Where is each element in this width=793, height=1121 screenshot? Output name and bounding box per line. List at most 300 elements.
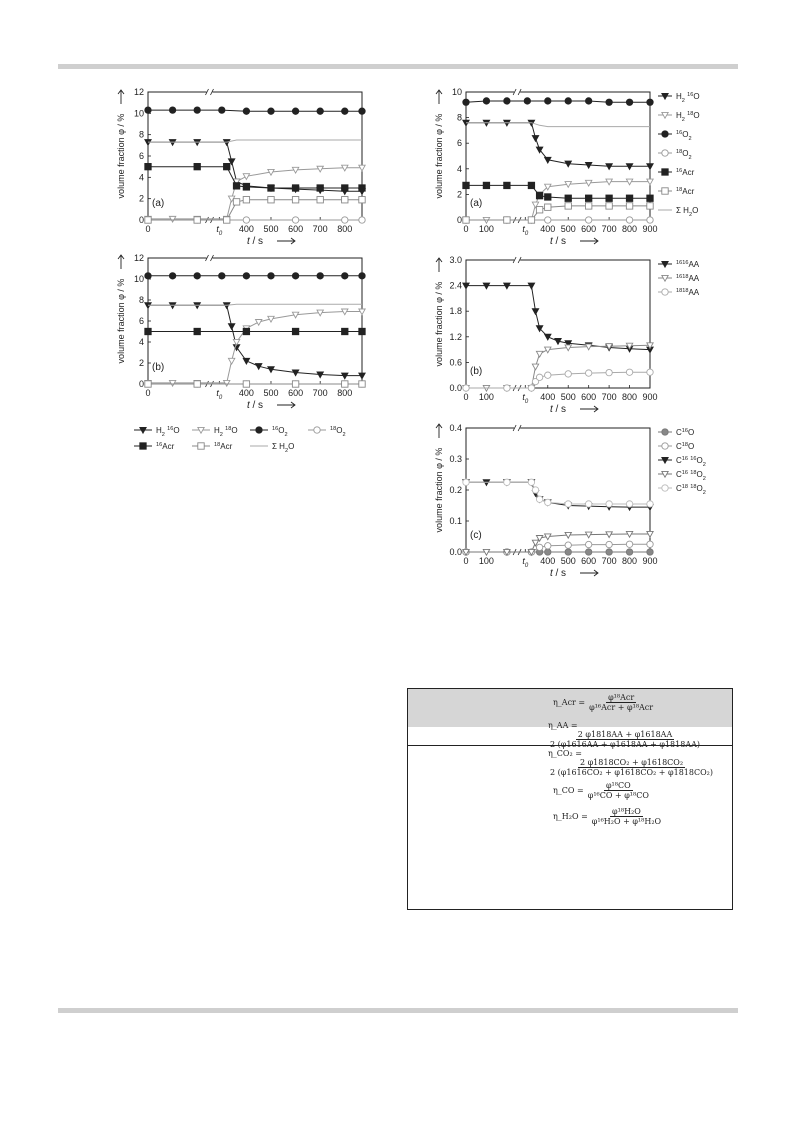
data-point xyxy=(359,273,365,279)
data-point xyxy=(585,501,591,507)
data-point xyxy=(536,351,542,357)
data-point xyxy=(342,185,348,191)
x-tick-label: 600 xyxy=(581,392,597,402)
data-point xyxy=(233,183,239,189)
x-tick-label: 500 xyxy=(560,392,576,402)
legend-label: $^{1616}$AA xyxy=(676,260,700,269)
data-point xyxy=(536,192,542,198)
legend-label: $^{18}O_2$ xyxy=(676,149,692,161)
y-tick-label: 6 xyxy=(138,151,144,161)
x-tick-label-t0: $t_0$ xyxy=(522,224,529,237)
data-point xyxy=(545,98,551,104)
data-point xyxy=(219,273,225,279)
legend-label: Σ $H_2O$ xyxy=(676,206,699,218)
x-tick-label: 600 xyxy=(581,556,597,566)
y-tick-label: 0.0 xyxy=(449,547,462,557)
panel-label: (b) xyxy=(470,366,483,377)
series-line-1 xyxy=(148,168,362,219)
data-point xyxy=(342,273,348,279)
x-axis-label: t / s xyxy=(549,568,567,579)
data-point xyxy=(228,324,234,330)
equation-fraction xyxy=(590,807,663,826)
legend-marker xyxy=(662,188,668,194)
equation-numerator: 2 φ1818AA + φ1618AA xyxy=(577,730,673,739)
legend-marker xyxy=(662,131,668,137)
plot-frame xyxy=(466,92,650,220)
data-point xyxy=(536,496,542,502)
series-line-3 xyxy=(466,534,650,552)
data-point xyxy=(565,549,571,555)
data-point xyxy=(292,185,298,191)
data-point xyxy=(342,328,348,334)
series-line-6 xyxy=(148,140,362,142)
x-tick-label-t0: $t_0$ xyxy=(216,388,223,401)
series-line-4 xyxy=(148,167,362,188)
legend-label: $H_2$ $^{18}$O xyxy=(676,111,700,123)
legend-marker xyxy=(662,289,668,295)
x-axis-arrow xyxy=(277,238,295,244)
data-point xyxy=(268,108,274,114)
data-point xyxy=(243,217,249,223)
chart-right-c xyxy=(420,418,740,588)
data-point xyxy=(565,98,571,104)
equation-denominator: φ¹⁶CO + φ¹⁸CO xyxy=(587,791,649,800)
series-line-6 xyxy=(148,304,362,305)
data-point xyxy=(626,203,632,209)
y-tick-label: 10 xyxy=(133,274,144,284)
legend-label: $^{1818}$AA xyxy=(676,288,700,297)
data-point xyxy=(145,381,151,387)
data-point xyxy=(647,549,653,555)
legend-label: $^{16}$Acr xyxy=(676,168,695,177)
data-point xyxy=(647,195,653,201)
legend-label: $C^{16}$ $^{18}O_2$ xyxy=(676,470,706,482)
equation-denominator: φ¹⁶H₂O + φ¹⁸H₂O xyxy=(591,817,662,826)
data-point xyxy=(647,541,653,547)
data-point xyxy=(194,273,200,279)
data-point xyxy=(359,381,365,387)
y-axis-label: volume fraction φ / % xyxy=(434,281,444,367)
data-point xyxy=(504,98,510,104)
data-point xyxy=(463,217,469,223)
legend-label: $^{18}$Acr xyxy=(676,187,695,196)
y-tick-label: 1.8 xyxy=(449,306,462,317)
x-tick-label: 700 xyxy=(601,556,617,566)
data-point xyxy=(359,185,365,191)
data-point xyxy=(545,334,551,340)
y-tick-label: 4 xyxy=(456,163,462,174)
equation-3 xyxy=(553,781,651,800)
data-point xyxy=(545,204,551,210)
series-line-2 xyxy=(466,101,650,102)
x-axis-arrow xyxy=(580,406,598,412)
chart-right-a xyxy=(420,80,740,255)
legend-label: $^{18}O_2$ xyxy=(330,426,346,438)
data-point xyxy=(145,217,151,223)
data-point xyxy=(268,185,274,191)
data-point xyxy=(292,381,298,387)
equation-lhs: η_AA = xyxy=(548,721,578,730)
data-point xyxy=(219,107,225,113)
y-tick-label: 1.2 xyxy=(449,331,462,342)
data-point xyxy=(145,107,151,113)
legend-label: $^{1618}$AA xyxy=(676,274,700,283)
data-point xyxy=(606,99,612,105)
data-point xyxy=(647,203,653,209)
data-point xyxy=(359,108,365,114)
data-point xyxy=(359,197,365,203)
y-axis-label: volume fraction φ / % xyxy=(116,113,126,199)
equation-lhs: η_Acr = xyxy=(553,697,586,707)
data-point xyxy=(536,544,542,550)
data-point xyxy=(626,541,632,547)
y-axis-arrow xyxy=(436,424,442,438)
x-tick-label: 600 xyxy=(288,388,304,398)
legend-label: $C^{18}$ $^{18}O_2$ xyxy=(676,484,706,496)
data-point xyxy=(585,203,591,209)
data-point xyxy=(292,108,298,114)
legend-marker xyxy=(662,169,668,175)
x-tick-label: 500 xyxy=(560,556,576,566)
y-tick-label: 8 xyxy=(138,295,144,305)
y-tick-label: 2.4 xyxy=(449,280,462,291)
data-point xyxy=(342,381,348,387)
data-point xyxy=(536,207,542,213)
data-point xyxy=(228,358,234,364)
data-point xyxy=(243,381,249,387)
y-tick-label: 10 xyxy=(451,87,462,97)
data-point xyxy=(565,371,571,377)
data-point xyxy=(243,197,249,203)
equation-1 xyxy=(548,721,732,749)
data-point xyxy=(647,501,653,507)
data-point xyxy=(532,309,538,315)
data-point xyxy=(606,203,612,209)
data-point xyxy=(292,273,298,279)
data-point xyxy=(169,107,175,113)
equation-numerator: φ¹⁸Acr xyxy=(608,693,635,702)
x-tick-label: 100 xyxy=(478,392,494,402)
data-point xyxy=(524,98,530,104)
data-point xyxy=(243,108,249,114)
data-point xyxy=(647,217,653,223)
data-point xyxy=(243,358,249,364)
data-point xyxy=(528,385,534,391)
data-point xyxy=(565,501,571,507)
x-tick-label-t0: $t_0$ xyxy=(522,556,529,569)
series-line-4 xyxy=(466,482,650,504)
data-point xyxy=(224,217,230,223)
data-point xyxy=(145,273,151,279)
equation-lhs: η_CO₂ = xyxy=(548,749,582,758)
x-tick-label: 0 xyxy=(463,224,469,234)
data-point xyxy=(359,217,365,223)
plot-frame xyxy=(466,260,650,388)
x-tick-label: 800 xyxy=(622,556,638,566)
legend-marker xyxy=(662,443,668,449)
x-tick-label: 900 xyxy=(642,224,658,234)
y-tick-label: 2 xyxy=(138,358,144,368)
data-point xyxy=(504,217,510,223)
panel-label: (c) xyxy=(470,530,482,541)
y-axis-label: volume fraction φ / % xyxy=(434,447,444,533)
top-rule xyxy=(58,64,738,69)
x-tick-label: 700 xyxy=(312,388,328,398)
series-line-1 xyxy=(466,544,650,552)
data-point xyxy=(585,370,591,376)
data-point xyxy=(342,197,348,203)
y-axis-label: volume fraction φ / % xyxy=(116,278,126,364)
data-point xyxy=(359,328,365,334)
series-line-0 xyxy=(466,123,650,167)
data-point xyxy=(233,199,239,205)
y-tick-label: 0.2 xyxy=(449,485,462,495)
data-point xyxy=(606,549,612,555)
data-point xyxy=(606,541,612,547)
panel-label: (a) xyxy=(152,198,165,209)
y-tick-label: 0.6 xyxy=(449,357,462,368)
x-tick-label: 400 xyxy=(238,388,254,398)
series-line-6 xyxy=(466,123,650,127)
y-tick-label: 0 xyxy=(456,215,462,225)
x-tick-label: 400 xyxy=(238,224,254,234)
x-tick-label: 900 xyxy=(642,392,658,402)
legend-left xyxy=(130,420,370,460)
x-tick-label: 700 xyxy=(312,224,328,234)
y-tick-label: 12 xyxy=(133,87,144,97)
x-tick-label: 700 xyxy=(601,392,617,402)
data-point xyxy=(504,385,510,391)
data-point xyxy=(545,543,551,549)
legend-label: $H_2$ $^{16}$O xyxy=(156,426,180,438)
panel-label: (b) xyxy=(152,362,165,373)
x-axis-label: t / s xyxy=(246,400,264,411)
data-point xyxy=(626,549,632,555)
y-axis-arrow xyxy=(436,258,442,272)
equation-fraction xyxy=(548,730,702,749)
data-point xyxy=(532,364,538,370)
y-tick-label: 0.0 xyxy=(449,383,462,393)
data-point xyxy=(463,99,469,105)
data-point xyxy=(243,328,249,334)
equation-lhs: η_CO = xyxy=(553,785,584,795)
legend-marker xyxy=(314,427,320,433)
data-point xyxy=(463,385,469,391)
y-tick-label: 0.3 xyxy=(449,454,462,464)
data-point xyxy=(626,217,632,223)
x-tick-label: 500 xyxy=(560,224,576,234)
y-tick-label: 4 xyxy=(138,337,144,347)
data-point xyxy=(606,195,612,201)
data-point xyxy=(647,369,653,375)
x-tick-label: 500 xyxy=(263,224,279,234)
legend-label: $^{16}O_2$ xyxy=(272,426,288,438)
data-point xyxy=(268,197,274,203)
data-point xyxy=(145,328,151,334)
data-point xyxy=(463,479,469,485)
legend-label: $H_2$ $^{18}$O xyxy=(214,426,238,438)
bottom-rule xyxy=(58,1008,738,1013)
y-tick-label: 2 xyxy=(456,189,462,200)
data-point xyxy=(194,107,200,113)
data-point xyxy=(626,195,632,201)
x-tick-label: 100 xyxy=(478,224,494,234)
x-axis-label: t / s xyxy=(246,236,264,247)
data-point xyxy=(292,197,298,203)
series-line-5 xyxy=(466,206,650,220)
data-point xyxy=(626,501,632,507)
y-axis-label: volume fraction φ / % xyxy=(434,113,444,199)
x-tick-label: 0 xyxy=(145,224,151,234)
legend-marker xyxy=(198,443,204,449)
equation-fraction xyxy=(587,693,655,712)
data-point xyxy=(268,273,274,279)
data-point xyxy=(463,182,469,188)
y-tick-label: 6 xyxy=(456,138,462,149)
y-tick-label: 0 xyxy=(138,215,144,225)
data-point xyxy=(545,217,551,223)
legend-label: $H_2$ $^{16}$O xyxy=(676,92,700,104)
series-line-1 xyxy=(466,182,650,220)
equation-lhs: η_H₂O = xyxy=(553,811,588,821)
data-point xyxy=(528,479,534,485)
y-tick-label: 8 xyxy=(456,112,462,123)
equation-numerator: φ¹⁸CO xyxy=(605,781,631,790)
legend-label: $^{18}$Acr xyxy=(214,442,233,451)
x-tick-label-t0: $t_0$ xyxy=(216,224,223,237)
x-tick-label: 500 xyxy=(263,388,279,398)
legend-marker xyxy=(662,485,668,491)
data-point xyxy=(292,328,298,334)
x-tick-label: 600 xyxy=(581,224,597,234)
data-point xyxy=(194,217,200,223)
x-tick-label: 700 xyxy=(601,224,617,234)
y-axis-arrow xyxy=(118,255,124,269)
data-point xyxy=(342,108,348,114)
series-line-4 xyxy=(466,185,650,198)
data-point xyxy=(194,328,200,334)
data-point xyxy=(292,217,298,223)
series-line-5 xyxy=(148,200,362,220)
x-axis-arrow xyxy=(277,402,295,408)
x-axis-label: t / s xyxy=(549,236,567,247)
y-tick-label: 2 xyxy=(138,193,144,204)
legend-label: $C^{18}O$ xyxy=(676,442,695,451)
y-axis-arrow xyxy=(118,90,124,104)
y-tick-label: 8 xyxy=(138,129,144,140)
plot-frame xyxy=(466,428,650,552)
legend-label: $C^{16}O$ xyxy=(676,428,695,437)
data-point xyxy=(585,549,591,555)
data-point xyxy=(342,217,348,223)
legend-marker xyxy=(662,429,668,435)
data-point xyxy=(545,347,551,353)
data-point xyxy=(545,194,551,200)
legend-marker xyxy=(256,427,262,433)
x-tick-label: 600 xyxy=(288,224,304,234)
data-point xyxy=(606,369,612,375)
y-tick-label: 3.0 xyxy=(449,255,462,265)
x-tick-label: 400 xyxy=(540,392,556,402)
data-point xyxy=(528,182,534,188)
data-point xyxy=(626,369,632,375)
legend-label: Σ $H_2O$ xyxy=(272,442,295,454)
data-point xyxy=(606,501,612,507)
data-point xyxy=(317,108,323,114)
x-axis-arrow xyxy=(580,238,598,244)
data-point xyxy=(317,273,323,279)
x-axis-label: t / s xyxy=(549,404,567,415)
y-tick-label: 0 xyxy=(138,379,144,389)
data-point xyxy=(145,163,151,169)
series-line-2 xyxy=(466,372,650,388)
x-tick-label: 800 xyxy=(337,224,353,234)
equation-fraction xyxy=(548,758,715,777)
x-tick-label: 100 xyxy=(478,556,494,566)
equation-numerator: 2 φ1818CO₂ + φ1618CO₂ xyxy=(579,758,684,767)
data-point xyxy=(483,98,489,104)
series-line-1 xyxy=(466,345,650,388)
y-tick-label: 4 xyxy=(138,172,144,183)
chart-right-b xyxy=(420,250,740,420)
data-point xyxy=(565,203,571,209)
data-point xyxy=(565,542,571,548)
legend-label: $C^{16}$ $^{16}O_2$ xyxy=(676,456,706,468)
data-point xyxy=(585,217,591,223)
chart-left-b xyxy=(100,250,370,420)
data-point xyxy=(536,374,542,380)
x-tick-label: 0 xyxy=(145,388,151,398)
data-point xyxy=(243,174,249,180)
y-tick-label: 10 xyxy=(133,108,144,119)
x-tick-label: 400 xyxy=(540,224,556,234)
data-point xyxy=(169,273,175,279)
chart-left-a xyxy=(100,80,370,255)
data-point xyxy=(317,197,323,203)
series-line-2 xyxy=(148,110,362,111)
data-point xyxy=(545,372,551,378)
y-tick-label: 6 xyxy=(138,316,144,326)
panel-label: (a) xyxy=(470,198,483,209)
legend-marker xyxy=(662,150,668,156)
equation-fraction xyxy=(586,781,651,800)
data-point xyxy=(317,185,323,191)
definition-table xyxy=(407,688,733,910)
x-tick-label: 800 xyxy=(337,388,353,398)
equation-4 xyxy=(553,807,663,826)
data-point xyxy=(504,479,510,485)
data-point xyxy=(585,98,591,104)
data-point xyxy=(504,182,510,188)
legend-label: $^{16}$Acr xyxy=(156,442,175,451)
data-point xyxy=(585,195,591,201)
data-point xyxy=(255,319,261,325)
data-point xyxy=(626,99,632,105)
data-point xyxy=(545,499,551,505)
equation-denominator: 2 (φ1616CO₂ + φ1618CO₂ + φ1818CO₂) xyxy=(550,768,713,777)
y-tick-label: 0.1 xyxy=(449,516,462,526)
equation-denominator: φ¹⁶Acr + φ¹⁸Acr xyxy=(589,703,654,712)
data-point xyxy=(243,184,249,190)
x-tick-label: 900 xyxy=(642,556,658,566)
x-tick-label: 800 xyxy=(622,224,638,234)
equation-numerator: φ¹⁸H₂O xyxy=(612,807,641,816)
legend-marker xyxy=(140,443,146,449)
data-point xyxy=(224,163,230,169)
x-tick-label-t0: $t_0$ xyxy=(522,392,529,405)
data-point xyxy=(194,163,200,169)
y-axis-arrow xyxy=(436,90,442,104)
